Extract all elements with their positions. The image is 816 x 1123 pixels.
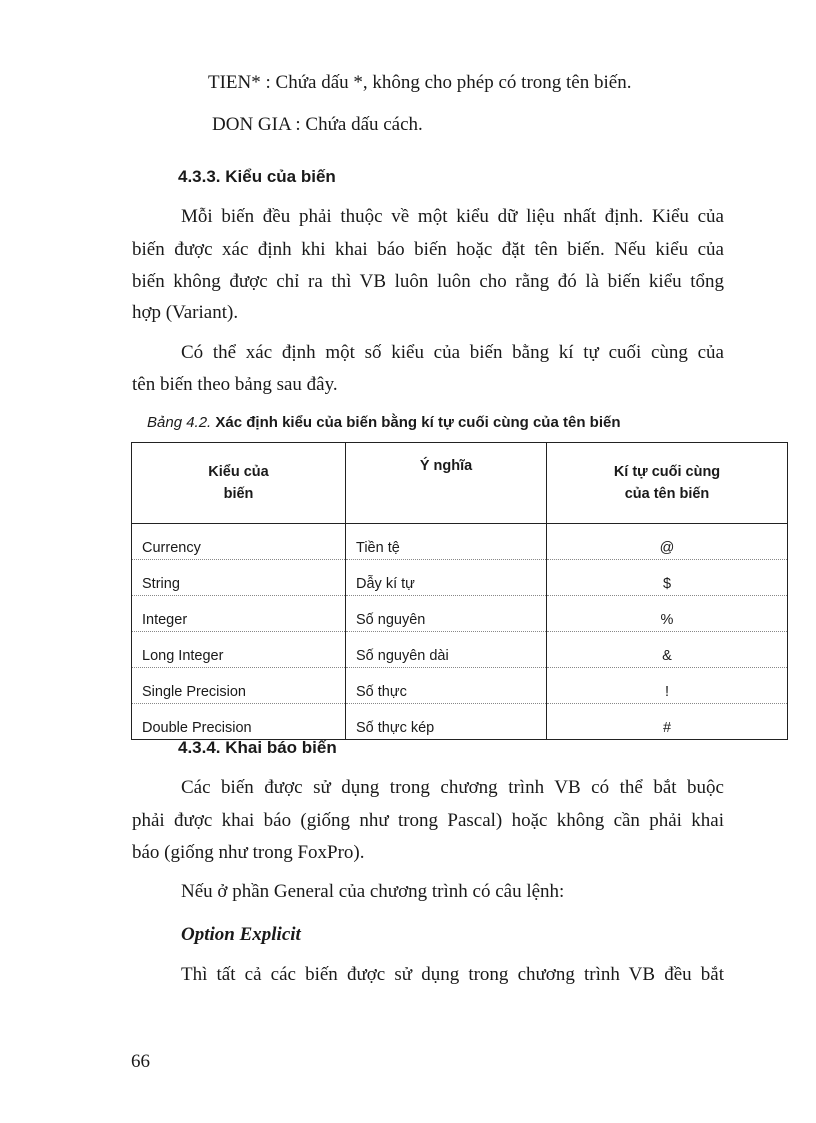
cell-suffix: !: [547, 668, 788, 704]
section-heading-4-3-3: 4.3.3. Kiểu của biến: [178, 167, 336, 186]
intro-line-2: DON GIA : Chứa dấu cách.: [212, 114, 423, 135]
paragraph-line: Thì tất cả các biến được sử dụng trong chương trình VB đều bắt: [181, 964, 724, 985]
cell-meaning: Số nguyên dài: [346, 632, 547, 668]
paragraph-line: Nếu ở phần General của chương trình có câu lệnh:: [181, 881, 565, 902]
header-type-line2: biến: [223, 486, 254, 502]
paragraph-line: Mỗi biến đều phải thuộc về một kiểu dữ liệu nhất định. Kiểu của: [181, 206, 724, 227]
cell-suffix: &: [547, 632, 788, 668]
cell-suffix: #: [547, 704, 788, 740]
cell-type: Long Integer: [132, 632, 346, 668]
table-row: [132, 560, 788, 596]
header-suffix-line1: Kí tự cuối cùng: [613, 464, 721, 480]
table-row: [132, 704, 788, 740]
cell-meaning: Dẫy kí tự: [346, 560, 547, 596]
cell-type: Single Precision: [132, 668, 346, 704]
paragraph-line: Các biến được sử dụng trong chương trình VB có thể bắt buộc: [181, 777, 724, 798]
table-row: [132, 668, 788, 704]
cell-suffix: @: [547, 524, 788, 560]
paragraph-line: tên biến theo bảng sau đây.: [132, 374, 338, 395]
paragraph-line: biến không được chỉ ra thì VB luôn luôn cho rằng đó là biến kiểu tổng: [132, 271, 724, 292]
paragraph-line: hợp (Variant).: [132, 302, 239, 323]
table-row: [132, 632, 788, 668]
header-suffix-line2: của tên biến: [624, 486, 710, 502]
section-heading-4-3-4: 4.3.4. Khai báo biến: [178, 738, 337, 757]
table-header-row: [132, 443, 788, 524]
intro-line-1: TIEN* : Chứa dấu *, không cho phép có trong tên biến.: [208, 72, 632, 93]
cell-type: Integer: [132, 596, 346, 632]
header-type-line1: Kiểu của: [208, 464, 269, 480]
header-meaning-text: Ý nghĩa: [419, 458, 473, 474]
cell-meaning: Số nguyên: [346, 596, 547, 632]
table-caption: [147, 414, 621, 431]
cell-meaning: Tiền tệ: [346, 524, 547, 560]
paragraph-line: biến được xác định khi khai báo biến hoặc đặt tên biến. Nếu kiểu của: [132, 239, 724, 260]
paragraph-line: Có thể xác định một số kiểu của biến bằng kí tự cuối cùng của: [181, 342, 724, 363]
cell-type: Currency: [132, 524, 346, 560]
header-type: [132, 443, 346, 524]
table-row: [132, 524, 788, 560]
table-caption-text: Xác định kiểu của biến bằng kí tự cuối cùng của tên biến: [215, 414, 621, 431]
cell-type: String: [132, 560, 346, 596]
table-caption-label: Bảng 4.2.: [147, 414, 212, 431]
table-row: [132, 596, 788, 632]
page-number: 66: [131, 1051, 150, 1072]
variable-type-table: [131, 442, 788, 740]
header-suffix: [547, 443, 788, 524]
cell-type: Double Precision: [132, 704, 346, 740]
paragraph-line: phải được khai báo (giống như trong Pascal) hoặc không cần phải khai: [132, 810, 724, 831]
paragraph-line: báo (giống như trong FoxPro).: [132, 842, 365, 863]
cell-suffix: $: [547, 560, 788, 596]
cell-meaning: Số thực: [346, 668, 547, 704]
code-option-explicit: Option Explicit: [181, 924, 301, 945]
header-meaning: [346, 443, 547, 524]
cell-meaning: Số thực kép: [346, 704, 547, 740]
cell-suffix: %: [547, 596, 788, 632]
